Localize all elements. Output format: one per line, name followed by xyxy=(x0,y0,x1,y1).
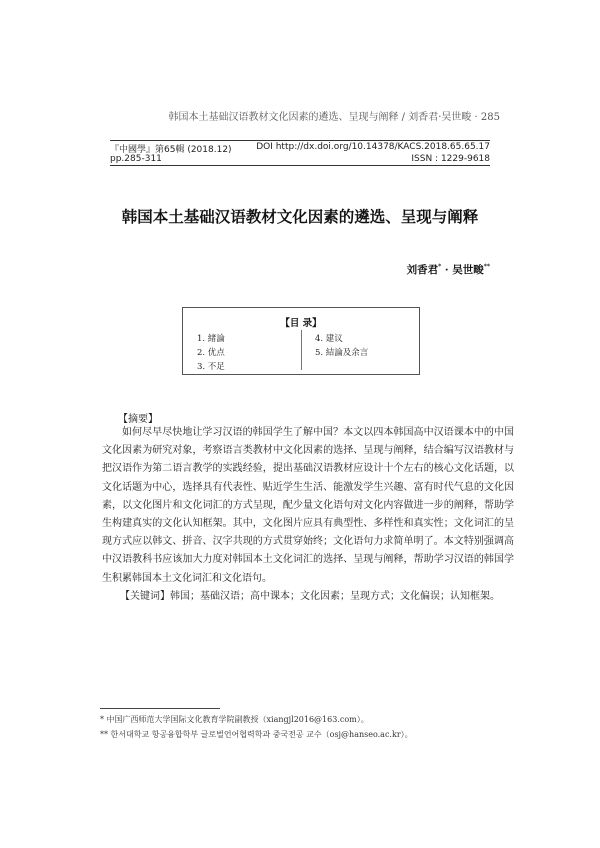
footnote-divider xyxy=(100,708,220,709)
toc-divider xyxy=(301,330,302,370)
toc-title: 【目 录】 xyxy=(280,318,322,329)
journal-name-issue: 『中國學』第65輯 (2018.12) xyxy=(110,145,232,155)
abstract-heading: 【摘要】 xyxy=(118,414,158,425)
toc-item: 2. 优点 xyxy=(197,348,225,358)
toc-item: 1. 緒論 xyxy=(197,334,225,344)
abstract-body: 如何尽早尽快地让学习汉语的韩国学生了解中国？本文以四本韩国高中汉语课本中的中国文化因素为研究对象，考察语言类教材中文化因素的选择、呈现与阐释，结合编写汉语教材与把汉语作为第二语言教学的实践经验，提出基础汉语教材应设计十个左右的核心文化话题，以文化话题为中心，选择具有代表性、贴近学生生活、能激发学生兴趣、富有时代气息的文化因素，以文化图片和文化词汇的方式呈现，配少量文化语句对文化内容做进一步的阐释，帮助学生构建真实的文化认知框架。其中，文化图片应具有典型性、多样性和真实性；文化词汇的呈现方式应以韩文、拼音、汉字共现的方式贯穿始终；文化语句力求简单明了。本文特别强调高中汉语教科书应该加大力度对韩国本土文化词汇的选择、呈现与阐释，帮助学习汉语的韩国学生积累韩国本土文化词汇和文化语句。 xyxy=(102,427,514,584)
toc-item: 3. 不足 xyxy=(197,362,225,372)
table-of-contents xyxy=(182,307,420,375)
toc-item: 4. 建议 xyxy=(315,334,343,344)
journal-info-box xyxy=(110,140,490,166)
paper-title: 韩国本土基础汉语教材文化因素的遴选、呈现与阐释 xyxy=(121,207,479,226)
issn: ISSN : 1229-9618 xyxy=(411,154,490,164)
running-header: 韩国本土基础汉语教材文化因素的遴选、呈现与阐释 / 刘香君·吴世畯 · 285 xyxy=(168,112,500,123)
author-1: 刘香君 xyxy=(406,264,439,276)
toc-item: 5. 結論及余言 xyxy=(315,348,369,358)
author-line xyxy=(407,262,490,277)
footnote-author-1: * 中国广西师范大学国际文化教育学院副教授（xiangjl2016@163.com）。 xyxy=(100,715,369,724)
author-1-footnote-mark: * xyxy=(438,263,442,271)
footnote-author-2: ** 한서대학교 항공융합학부 글로벌언어협력학과 중국전공 교수（osj@hanseo.ac.kr）。 xyxy=(100,730,413,739)
author-separator: · xyxy=(441,264,453,276)
author-2-footnote-mark: ** xyxy=(483,263,490,271)
author-2: 吴世畯 xyxy=(452,264,484,276)
page-range: pp.285-311 xyxy=(110,154,162,164)
keywords: 【关键词】韩国；基础汉语；高中课本；文化因素；呈现方式；文化偏误；认知框架。 xyxy=(120,591,500,602)
doi-link[interactable]: DOI http://dx.doi.org/10.14378/KACS.2018.65.65.17 xyxy=(256,142,490,152)
